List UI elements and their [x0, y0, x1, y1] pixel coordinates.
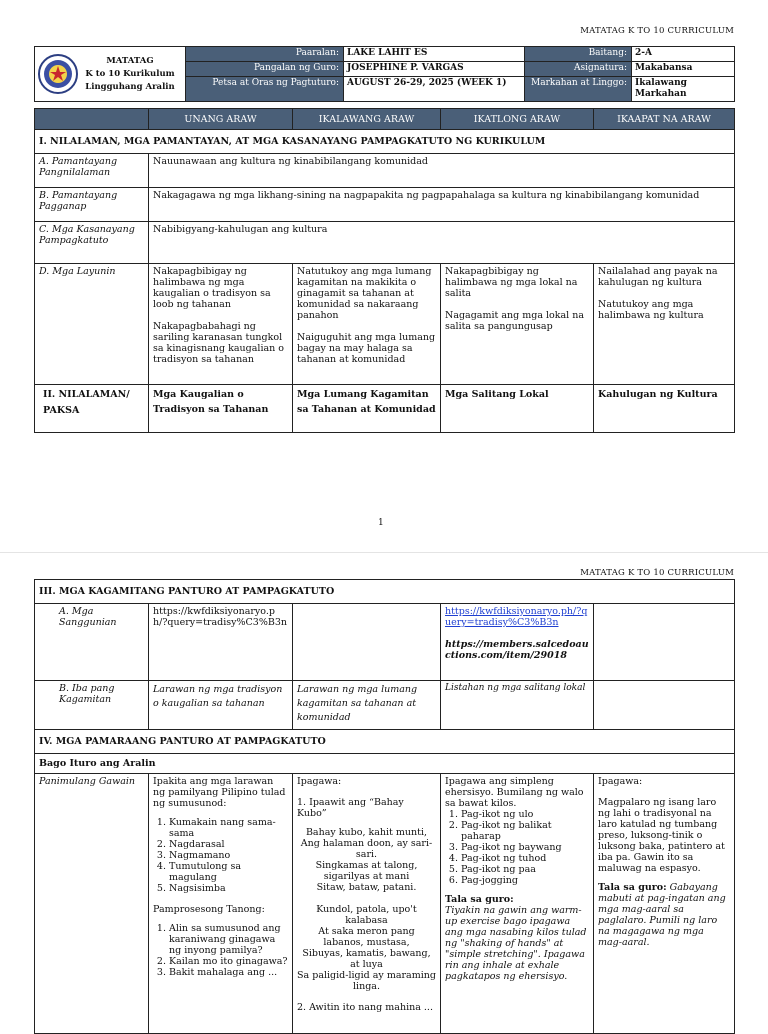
rowC-value: Nabibigyang-kahulugan ang kultura	[149, 222, 735, 264]
rowA-label: A. Pamantayang Pangnilalaman	[35, 154, 149, 188]
rowD-day1	[149, 264, 293, 385]
rowD-day4-a: Nailalahad ang payak na kahulugan ng kultura	[598, 266, 718, 288]
other-day4	[594, 681, 735, 730]
list-item: 4. Pag-ikot ng tuhod	[461, 853, 589, 864]
sources-day3	[441, 604, 594, 681]
sources-label: A. Mga Sanggunian	[35, 604, 149, 681]
sources-day3-link2[interactable]: https://members.salcedoauctions.com/item/29018	[445, 639, 589, 661]
day4-note: Gabayang mabuti at pag-ingatan ang mga mag-aaral sa paglalaro. Pumili ng laro na magagawa ng mga mag-aaral.	[598, 882, 726, 948]
other-label: B. Iba pang Kagamitan	[35, 681, 149, 730]
list-item: 5. Pag-ikot ng paa	[461, 864, 589, 875]
rowD-day3-b: Nagagamit ang mga lokal na salita sa pangungusap	[445, 310, 585, 332]
quarter-label: Markahan at Linggo:	[525, 77, 632, 102]
logo-title: MATATAG	[106, 55, 154, 66]
section1-title: I. NILALAMAN, MGA PAMANTAYAN, AT MGA KASANAYANG PAMPAGKATUTO NG KURIKULUM	[35, 130, 735, 154]
section3-title: III. MGA KAGAMITANG PANTURO AT PAMPAGKATUTO	[35, 580, 735, 604]
grade-label: Baitang:	[525, 47, 632, 62]
logo-cell	[35, 47, 186, 102]
list-item: 1. Kumakain nang sama-sama	[169, 817, 288, 839]
day2-intro-cell	[293, 774, 441, 1034]
day3-intro-cell	[441, 774, 594, 1034]
day1-header: UNANG ARAW	[149, 109, 293, 130]
list-item: 2. Pag-ikot ng balikat paharap	[461, 820, 589, 842]
other-day1: Larawan ng mga tradisyon o kaugalian sa tahanan	[149, 681, 293, 730]
day3-header: IKATLONG ARAW	[441, 109, 594, 130]
teacher-label: Pangalan ng Guro:	[186, 62, 344, 77]
day1-q-title: Pamprosesong Tanong:	[153, 904, 265, 915]
teacher-value: JOSEPHINE P. VARGAS	[344, 62, 525, 77]
date-label: Petsa at Oras ng Pagtuturo:	[186, 77, 344, 102]
sources-day1: https://kwfdiksiyonaryo.ph/?query=tradisy%C3%B3n	[149, 604, 293, 681]
before-lesson: Bago Ituro ang Aralin	[35, 754, 735, 774]
sources-day2	[293, 604, 441, 681]
rowD-day2-b: Naiguguhit ang mga lumang bagay na may halaga sa tahanan at komunidad	[297, 332, 436, 365]
rowB-value: Nakagagawa ng mga likhang-sining na nagpapakita ng pagpapahalaga sa kultura ng kinabibilangang komunidad	[149, 188, 735, 222]
corner-cell	[35, 109, 149, 130]
rowD-day3-a: Nakapagbibigay ng halimbawa ng mga lokal na salita	[445, 266, 578, 299]
school-value: LAKE LAHIT ES	[344, 47, 525, 62]
list-item: 5. Nagsisimba	[169, 883, 288, 894]
topic-day1: Mga Kaugalian o Tradisyon sa Tahanan	[149, 385, 293, 433]
list-item: 2. Kailan mo ito ginagawa?	[169, 956, 288, 967]
page-number: 1	[378, 518, 384, 528]
list-item: 2. Nagdarasal	[169, 839, 288, 850]
day3-intro: Ipagawa ang simpleng ehersisyo. Bumilang ng walo sa bawat kilos.	[445, 776, 584, 809]
list-item: 6. Pag-jogging	[461, 875, 589, 886]
list-item: 1. Alin sa sumusunod ang karaniwang ginagawa ng inyong pamilya?	[169, 923, 288, 956]
other-day2: Larawan ng mga lumang kagamitan sa tahanan at komunidad	[293, 681, 441, 730]
subject-value: Makabansa	[632, 62, 735, 77]
day2-item2: 2. Awitin ito nang mahina ...	[297, 1002, 433, 1013]
logo-subtitle2: Lingguhang Aralin	[85, 81, 175, 92]
day4-note-title: Tala sa guro:	[598, 882, 667, 893]
list-item: 3. Bakit mahalaga ang ...	[169, 967, 288, 978]
sources-day3-link[interactable]: https://kwfdiksiyonaryo.ph/?query=tradisy%C3%B3n	[445, 606, 588, 628]
curriculum-label: MATATAG K TO 10 CURRICULUM	[580, 26, 734, 36]
day1-intro: Ipakita ang mga larawan ng pamilyang Pilipino tulad ng sumusunod:	[153, 776, 286, 809]
rowD-day1-a: Nakapagbibigay ng halimbawa ng mga kaugalian o tradisyon sa loob ng tahanan	[153, 266, 271, 310]
day4-text: Magpalaro ng isang laro ng lahi o tradisyonal na laro katulad ng tumbang preso, luksong-tinik o luksong baka, patintero at iba pa. Gawin ito sa maluwag na espasyo.	[598, 797, 725, 874]
day1-questions	[153, 923, 288, 978]
school-label: Paaralan:	[186, 47, 344, 62]
list-item: 3. Nagmamano	[169, 850, 288, 861]
rowD-day4-b: Natutukoy ang mga halimbawa ng kultura	[598, 299, 704, 321]
deped-seal-icon	[38, 54, 78, 94]
list-item: 1. Pag-ikot ng ulo	[461, 809, 589, 820]
page-separator	[0, 552, 768, 553]
subject-label: Asignatura:	[525, 62, 632, 77]
day1-intro-cell	[149, 774, 293, 1034]
logo-subtitle1: K to 10 Kurikulum	[85, 68, 175, 79]
list-item: 4. Tumutulong sa magulang	[169, 861, 288, 883]
rowC-label: C. Mga Kasanayang Pampagkatuto	[35, 222, 149, 264]
section2-label: II. NILALAMAN/ PAKSA	[35, 385, 149, 433]
sources-day4	[594, 604, 735, 681]
topic-day2: Mga Lumang Kagamitan sa Tahanan at Komunidad	[293, 385, 441, 433]
section4-title: IV. MGA PAMARAANG PANTURO AT PAMPAGKATUTO	[35, 730, 735, 754]
curriculum-label-2: MATATAG K TO 10 CURRICULUM	[580, 568, 734, 578]
day2-header: IKALAWANG ARAW	[293, 109, 441, 130]
rowD-day1-b: Nakapagbabahagi ng sariling karanasan tungkol sa kinagisnang kaugalian o tradisyon sa tahanan	[153, 321, 285, 365]
day3-note: Tiyakin na gawin ang warm-up exercise bago ipagawa ang mga nasabing kilos tulad ng "shaking of hands" at "simple stretching". Ipagawa rin ang inhale at exhale pagkatapos ng ehersisyo.	[445, 905, 587, 982]
rowD-day4	[594, 264, 735, 385]
list-item: 3. Pag-ikot ng baywang	[461, 842, 589, 853]
topic-day4: Kahulugan ng Kultura	[594, 385, 735, 433]
rowD-label: D. Mga Layunin	[35, 264, 149, 385]
intro-label: Panimulang Gawain	[35, 774, 149, 1034]
day4-intro: Ipagawa:	[598, 776, 643, 787]
day1-list	[153, 817, 288, 894]
date-value: AUGUST 26-29, 2025 (WEEK 1)	[344, 77, 525, 102]
lesson-table-page1	[34, 108, 735, 433]
rowA-value: Nauunawaan ang kultura ng kinabibilangang komunidad	[149, 154, 735, 188]
day4-intro-cell	[594, 774, 735, 1034]
rowD-day2-a: Natutukoy ang mga lumang kagamitan na makikita o ginagamit sa tahanan at komunidad sa nakaraang panahon	[297, 266, 432, 321]
lesson-table-page2	[34, 579, 735, 1034]
rowD-day2	[293, 264, 441, 385]
header-table	[34, 46, 735, 102]
rowB-label: B. Pamantayang Pagganap	[35, 188, 149, 222]
day3-list	[445, 809, 589, 886]
day2-intro: Ipagawa:	[297, 776, 342, 787]
day4-header: IKAAPAT NA ARAW	[594, 109, 735, 130]
day3-note-title: Tala sa guro:	[445, 894, 514, 905]
day2-song: Bahay kubo, kahit munti, Ang halaman doon, ay sari-sari. Singkamas at talong, sigarilyas at mani Sitaw, bataw, patani. Kundol, patola, upo't kalabasa At saka meron pang labanos, mustasa, Sibuyas, kamatis, bawang, at luya Sa paligid-ligid ay maraming linga.	[297, 827, 436, 992]
rowD-day3	[441, 264, 594, 385]
grade-value: 2-A	[632, 47, 735, 62]
day2-item1: 1. Ipaawit ang “Bahay Kubo”	[297, 797, 404, 819]
other-day3: Listahan ng mga salitang lokal	[441, 681, 594, 730]
quarter-value: Ikalawang Markahan	[632, 77, 735, 102]
topic-day3: Mga Salitang Lokal	[441, 385, 594, 433]
